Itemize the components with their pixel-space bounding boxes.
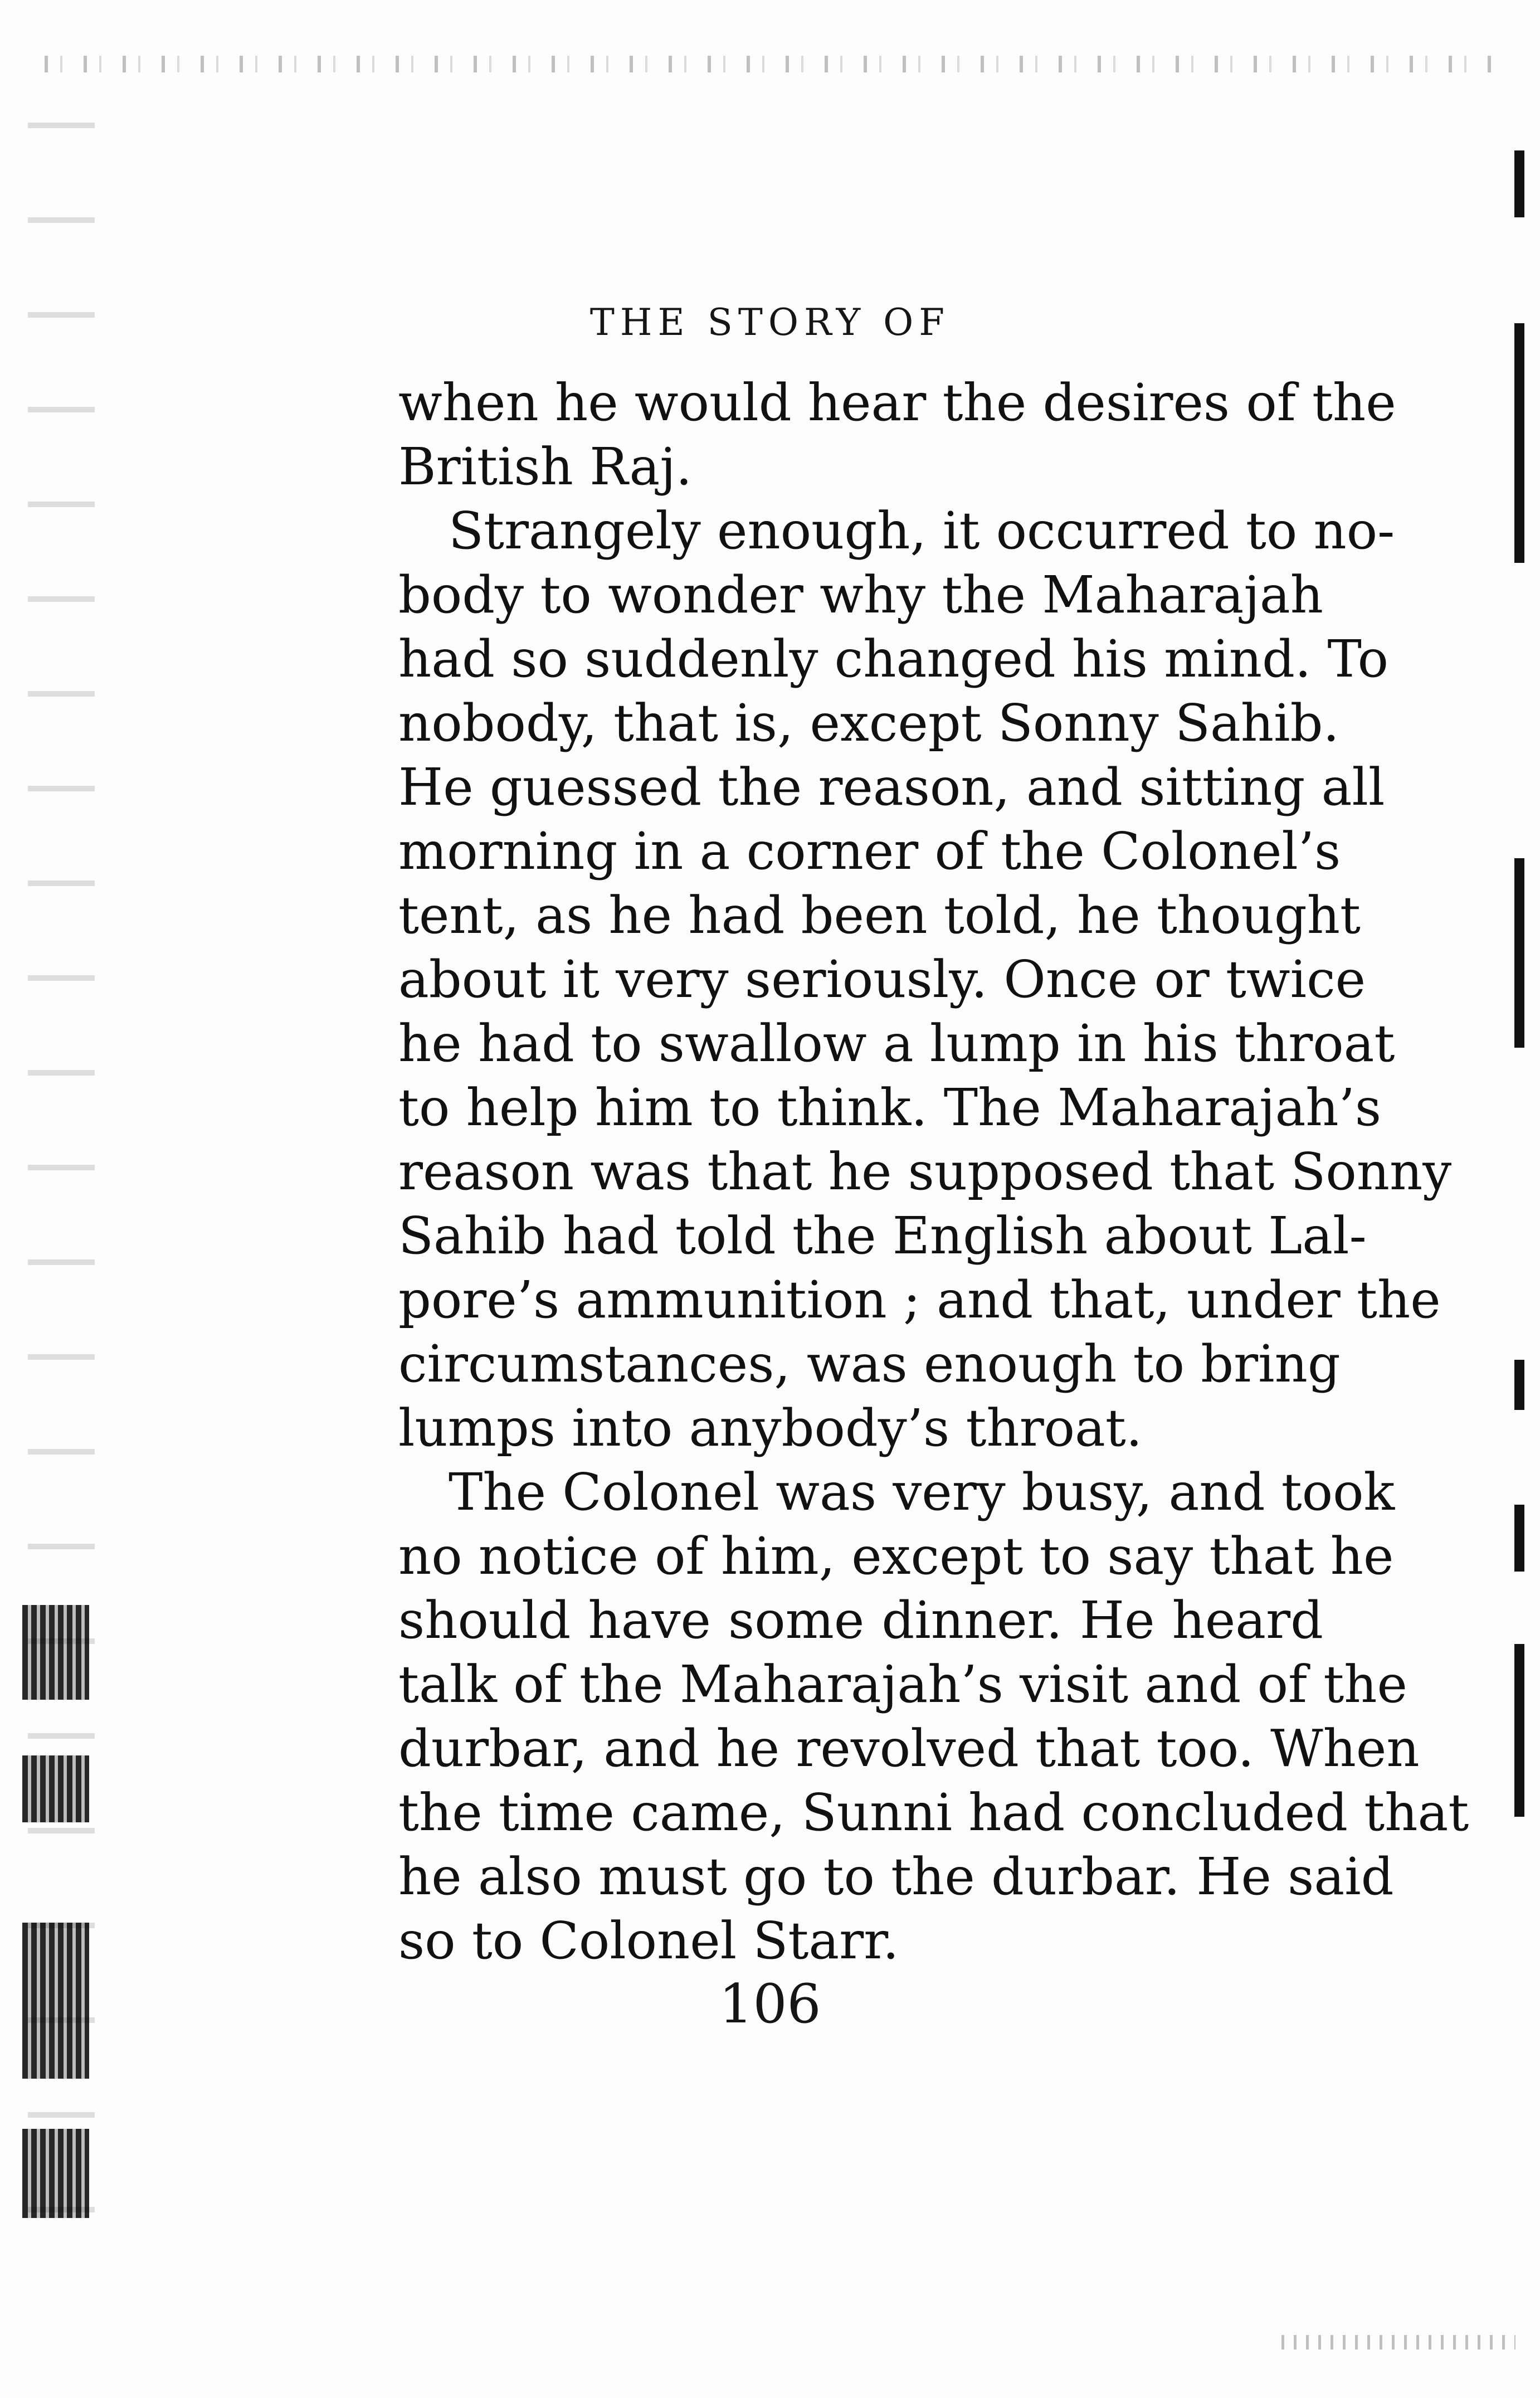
text-line: talk of the Maharajah’s visit and of the [398, 1655, 1407, 1714]
text-line: Sahib had told the English about Lal- [398, 1206, 1367, 1266]
text-line: British Raj. [398, 437, 693, 497]
text-line: circumstances, was enough to bring [398, 1334, 1341, 1394]
text-line: reason was that he supposed that Sonny [398, 1142, 1452, 1202]
text-line: morning in a corner of the Colonel’s [398, 821, 1341, 881]
scan-artifact [22, 1755, 89, 1822]
scan-edge-bottom [1281, 2335, 1515, 2350]
text-line: no notice of him, except to say that he [398, 1526, 1394, 1586]
text-line: nobody, that is, except Sonny Sahib. [398, 693, 1339, 753]
scan-artifact [22, 2129, 89, 2218]
text-line: when he would hear the desires of the [398, 373, 1396, 432]
text-line: he had to swallow a lump in his throat [398, 1014, 1395, 1073]
text-line: lumps into anybody’s throat. [398, 1398, 1143, 1458]
text-line: He guessed the reason, and sitting all [398, 757, 1385, 817]
text-line: durbar, and he revolved that too. When [398, 1719, 1420, 1778]
scan-edge-top [45, 56, 1493, 72]
scan-margin-bar [1514, 1360, 1524, 1410]
scan-margin-bar [1514, 858, 1524, 1048]
scan-artifact [22, 1605, 89, 1700]
scan-margin-bar [1514, 1505, 1524, 1572]
text-line: about it very seriously. Once or twice [398, 950, 1366, 1009]
text-line: to help him to think. The Maharajah’s [398, 1078, 1382, 1137]
scan-margin-bar [1514, 1644, 1524, 1817]
page-number: 106 [719, 1973, 821, 2035]
text-line: had so suddenly changed his mind. To [398, 629, 1389, 689]
scan-margin-bar [1514, 150, 1524, 217]
running-head: THE STORY OF [589, 301, 951, 344]
text-line: tent, as he had been told, he thought [398, 886, 1361, 945]
text-line: he also must go to the durbar. He said [398, 1847, 1394, 1906]
text-line: The Colonel was very busy, and took [449, 1462, 1395, 1522]
text-line: so to Colonel Starr. [398, 1911, 899, 1971]
body-text [398, 371, 1469, 1973]
text-line: the time came, Sunni had concluded that [398, 1783, 1469, 1842]
text-line: pore’s ammunition ; and that, under the [398, 1270, 1441, 1330]
text-line: Strangely enough, it occurred to no- [449, 501, 1395, 561]
text-line: should have some dinner. He heard [398, 1590, 1323, 1650]
text-line: body to wonder why the Maharajah [398, 565, 1323, 625]
scan-margin-bar [1514, 323, 1524, 563]
